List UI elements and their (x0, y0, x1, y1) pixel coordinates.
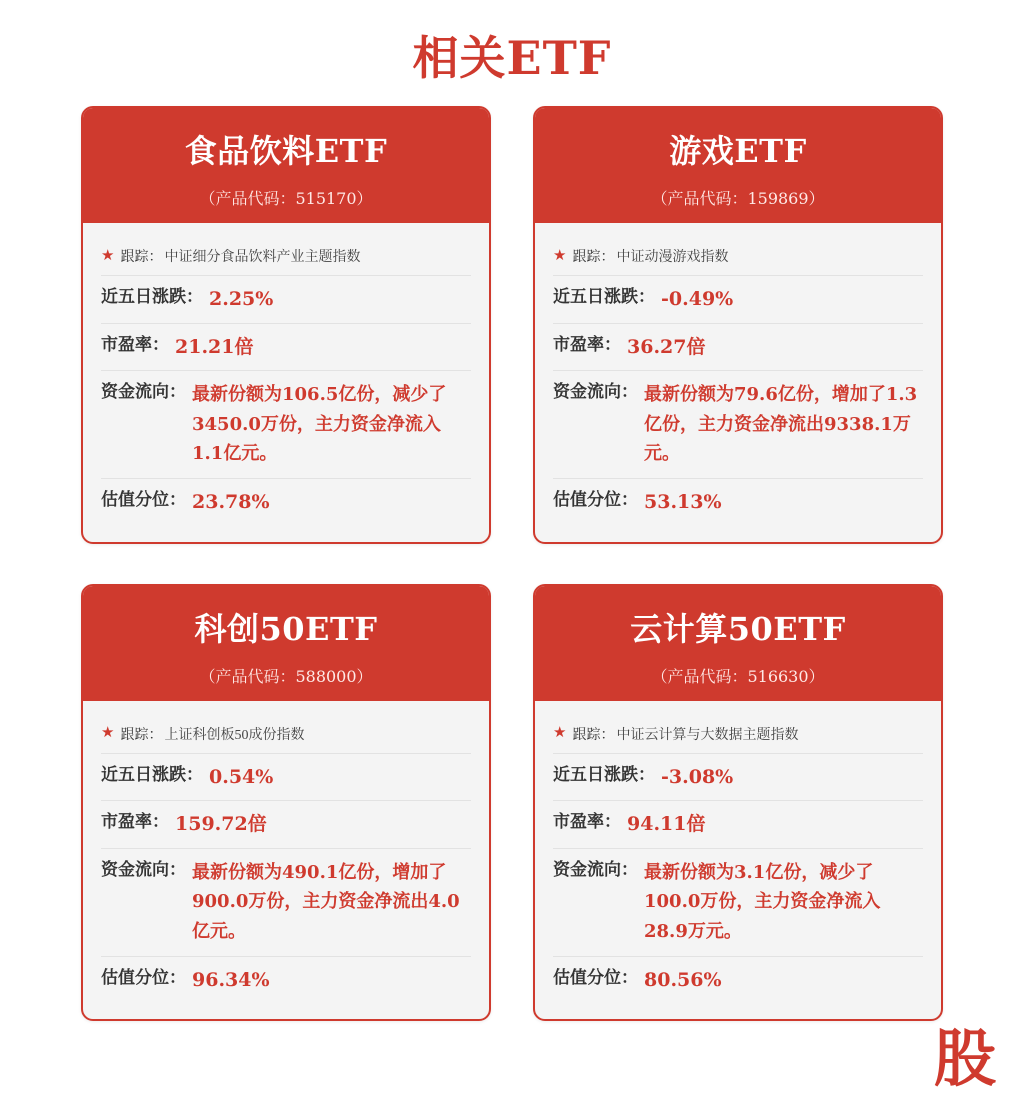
etf-track-row (101, 237, 471, 275)
star-icon: ★ (553, 725, 567, 742)
etf-change5d-value: 2.25% (209, 288, 274, 310)
etf-card-header (83, 108, 489, 223)
etf-name: 科创50ETF (194, 609, 378, 648)
etf-valuation-label: 估值分位： (553, 490, 638, 511)
etf-valuation-label: 估值分位： (553, 967, 638, 988)
etf-product-code: （产品代码：515170） (199, 189, 373, 208)
etf-card-body (535, 701, 941, 1020)
etf-card-body (83, 223, 489, 542)
star-icon: ★ (101, 725, 115, 742)
etf-flow-row (101, 370, 471, 478)
watermark-logo: 股 (933, 1022, 996, 1095)
etf-pe-label: 市盈率： (101, 812, 169, 833)
etf-valuation-label: 估值分位： (101, 967, 186, 988)
etf-card-grid (0, 106, 1024, 1031)
etf-product-code: （产品代码：159869） (651, 189, 825, 208)
etf-track-row (101, 715, 471, 753)
etf-change5d-label: 近五日涨跌： (553, 764, 655, 785)
etf-change5d-row (553, 753, 923, 801)
etf-flow-value: 最新份额为106.5亿份，减少了3450.0万份，主力资金净流入1.1亿元。 (192, 384, 447, 465)
star-icon: ★ (101, 247, 115, 264)
etf-valuation-row (101, 478, 471, 526)
etf-flow-value: 最新份额为490.1亿份，增加了900.0万份，主力资金净流出4.0亿元。 (192, 861, 460, 942)
etf-pe-row (101, 323, 471, 371)
etf-pe-value: 36.27倍 (627, 335, 706, 358)
etf-card[interactable] (533, 584, 943, 1022)
etf-card[interactable] (533, 106, 943, 544)
etf-name: 云计算50ETF (630, 609, 846, 648)
etf-pe-value: 94.11倍 (627, 813, 706, 836)
etf-pe-label: 市盈率： (101, 334, 169, 355)
etf-product-code: （产品代码：588000） (199, 666, 373, 686)
etf-change5d-value: -3.08% (661, 765, 734, 788)
etf-flow-row (553, 370, 923, 478)
etf-track-label: 跟踪： (120, 250, 163, 265)
etf-valuation-value: 96.34% (192, 968, 270, 991)
etf-track-value: 中证细分食品饮料产业主题指数 (164, 250, 361, 265)
etf-change5d-value: -0.49% (661, 288, 734, 310)
etf-track-row (553, 237, 923, 275)
etf-track-label: 跟踪： (572, 727, 615, 743)
etf-change5d-row (101, 275, 471, 323)
etf-track-value: 中证云计算与大数据主题指数 (616, 727, 799, 743)
etf-valuation-row (553, 956, 923, 1004)
etf-track-row (553, 715, 923, 753)
etf-pe-value: 159.72倍 (175, 813, 267, 836)
etf-change5d-label: 近五日涨跌： (101, 287, 203, 307)
etf-valuation-label: 估值分位： (101, 490, 186, 511)
etf-flow-label: 资金流向： (101, 859, 186, 880)
etf-card-header (535, 108, 941, 223)
etf-change5d-value: 0.54% (209, 765, 274, 788)
etf-flow-row (553, 848, 923, 956)
etf-pe-label: 市盈率： (553, 812, 621, 833)
etf-valuation-value: 23.78% (192, 491, 270, 514)
etf-change5d-row (553, 275, 923, 323)
etf-track-value: 上证科创板50成份指数 (164, 727, 305, 743)
etf-track-value: 中证动漫游戏指数 (616, 250, 729, 265)
etf-card-header (535, 586, 941, 701)
etf-flow-label: 资金流向： (553, 382, 638, 402)
etf-product-code: （产品代码：516630） (651, 666, 825, 686)
etf-track-label: 跟踪： (572, 250, 615, 265)
etf-pe-row (553, 800, 923, 848)
etf-valuation-row (101, 956, 471, 1004)
etf-pe-row (553, 323, 923, 371)
etf-valuation-value: 80.56% (644, 968, 722, 991)
etf-flow-value: 最新份额为3.1亿份，减少了100.0万份，主力资金净流入28.9万元。 (644, 861, 881, 942)
etf-flow-label: 资金流向： (553, 859, 638, 880)
etf-valuation-value: 53.13% (644, 491, 722, 514)
etf-change5d-label: 近五日涨跌： (553, 287, 655, 307)
etf-pe-label: 市盈率： (553, 334, 621, 355)
etf-card-header (83, 586, 489, 701)
etf-valuation-row (553, 478, 923, 526)
etf-flow-row (101, 848, 471, 956)
page-title: 相关ETF (412, 31, 612, 85)
star-icon: ★ (553, 247, 567, 264)
etf-card[interactable] (81, 106, 491, 544)
etf-flow-value: 最新份额为79.6亿份，增加了1.3亿份，主力资金净流出9338.1万元。 (644, 384, 918, 465)
etf-change5d-row (101, 753, 471, 801)
etf-flow-label: 资金流向： (101, 382, 186, 402)
etf-card[interactable] (81, 584, 491, 1022)
etf-change5d-label: 近五日涨跌： (101, 764, 203, 785)
etf-name: 游戏ETF (669, 132, 807, 170)
etf-card-body (535, 223, 941, 542)
etf-pe-value: 21.21倍 (175, 335, 254, 358)
etf-name: 食品饮料ETF (184, 132, 388, 170)
etf-card-body (83, 701, 489, 1020)
etf-pe-row (101, 800, 471, 848)
etf-track-label: 跟踪： (120, 727, 163, 743)
